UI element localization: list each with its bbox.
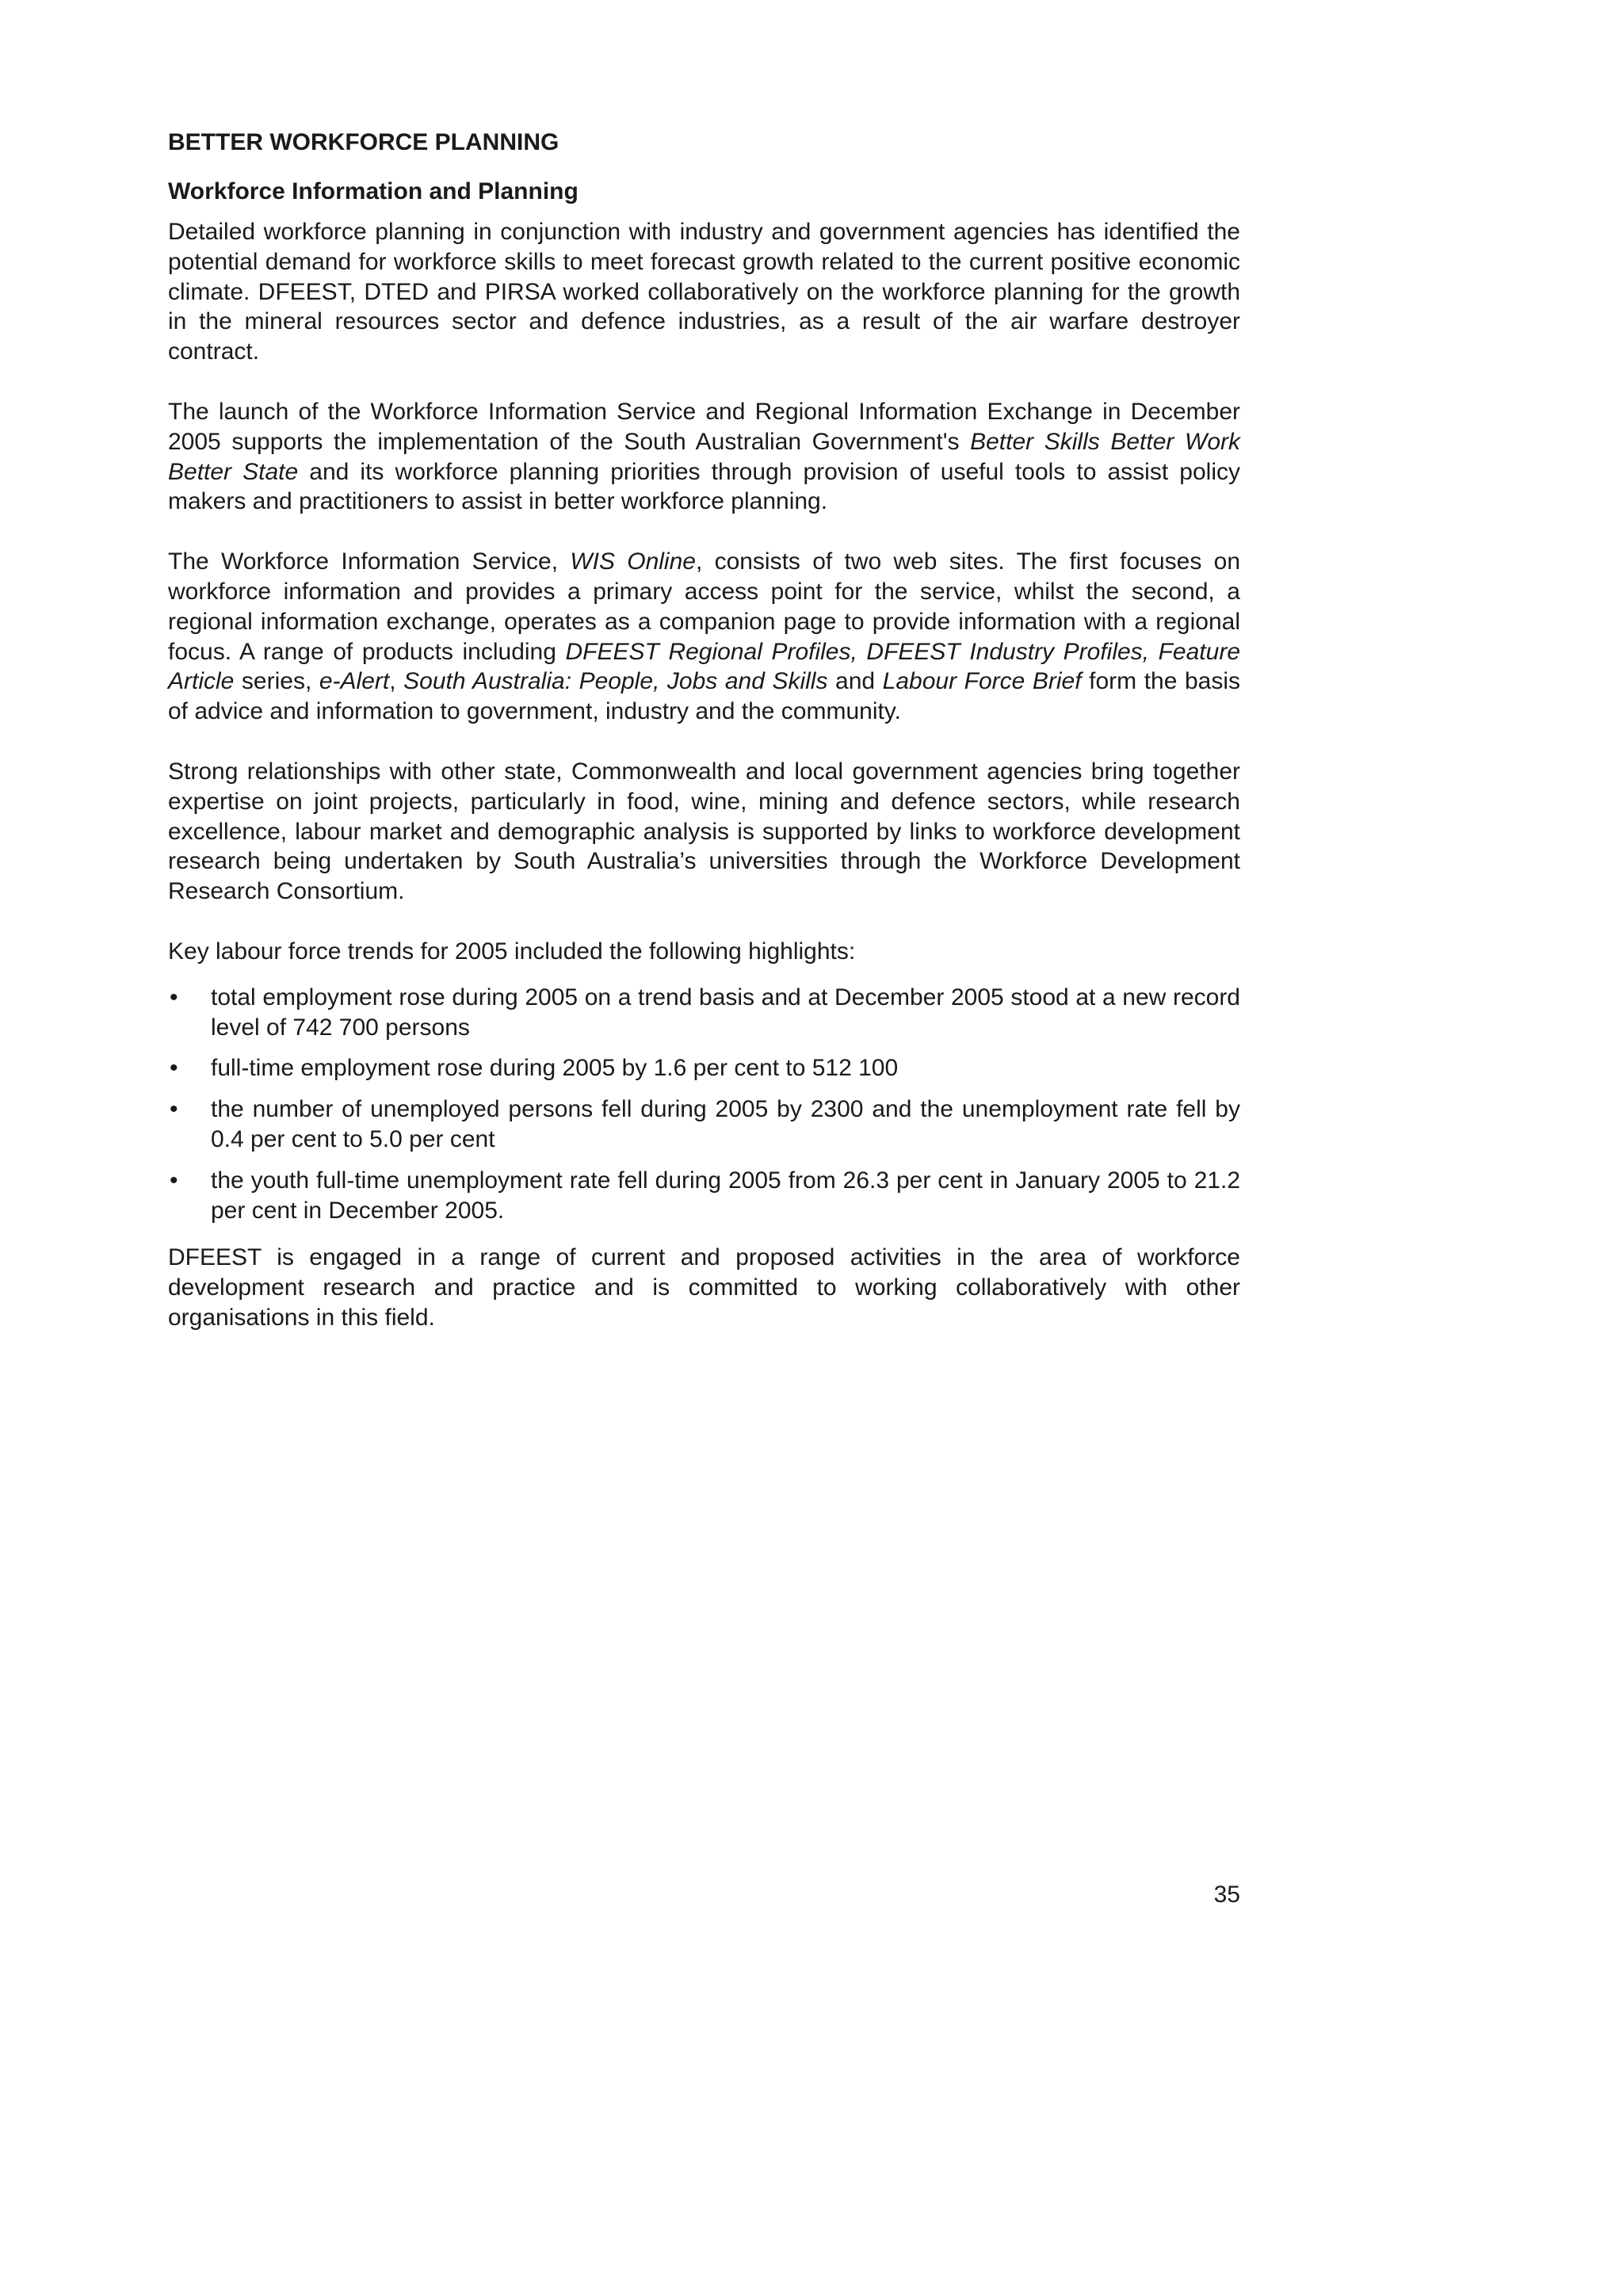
paragraph-1 (168, 217, 1240, 367)
list-item (168, 1095, 1240, 1155)
paragraph-2-run: The launch of the Workforce Information Service and Regional Information Exchange in December 2005 supports the implementation of the South Australian Government's (168, 398, 1240, 455)
list-item-text: the number of unemployed persons fell during 2005 by 2300 and the unemployment rate fell by 0.4 per cent to 5.0 per cent (211, 1096, 1240, 1152)
list-item (168, 983, 1240, 1043)
paragraph-4 (168, 757, 1240, 907)
paragraph-3-run: series, (234, 668, 319, 695)
paragraph-2 (168, 397, 1240, 517)
section-title: BETTER WORKFORCE PLANNING (168, 129, 559, 155)
highlights-list (168, 983, 1240, 1226)
paragraph-4-text: Strong relationships with other state, Commonwealth and local government agencies bring together expertise on joint projects, particularly in food, wine, mining and defence sectors, while research excellence, labour market and demographic analysis is supported by links to workforce development research being undertaken by South Australia’s universities through the Workforce Development Research Consortium. (168, 758, 1240, 905)
bullet-marker: • (170, 1096, 178, 1123)
list-item-text: the youth full-time unemployment rate fell during 2005 from 26.3 per cent in January 2005 to 21.2 per cent in December 2005. (211, 1167, 1240, 1224)
list-item (168, 1166, 1240, 1226)
product-name: South Australia: People, Jobs and Skills (403, 668, 828, 695)
page-number: 35 (1213, 1881, 1240, 1908)
paragraph-1-text: Detailed workforce planning in conjunction with industry and government agencies has identified the potential demand for workforce skills to meet forecast growth related to the current positive economic climate. DFEEST, DTED and PIRSA worked collaboratively on the workforce planning for the growth in the mineral resources sector and defence industries, as a result of the air warfare destroyer contract. (168, 219, 1240, 365)
paragraph-3-run: and (827, 668, 883, 695)
product-names: DFEEST Regional Profiles, DFEEST Industry Profiles, Feature Article (168, 638, 1240, 695)
product-name: Labour Force Brief (882, 668, 1082, 695)
paragraph-3-run: , consists of two web sites. The first focuses on workforce information and provides a primary access point for the service, whilst the second, a regional information exchange, operates as a companion page to provide information with a regional focus. A range of products including (168, 548, 1240, 665)
document-page (168, 125, 1240, 1363)
service-name: WIS Online (570, 548, 696, 575)
closing-paragraph: DFEEST is engaged in a range of current and proposed activities in the area of workforce development research and practice and is committed to working collaboratively with other organisations in this field. (168, 1244, 1240, 1331)
bullet-marker: • (170, 1167, 178, 1194)
list-item-text: total employment rose during 2005 on a trend basis and at December 2005 stood at a new record level of 742 700 persons (211, 984, 1240, 1041)
publication-title: Better Skills Better Work Better State (168, 428, 1240, 485)
subheading: Workforce Information and Planning (168, 178, 579, 204)
bullet-marker: • (170, 984, 178, 1010)
intro-line: Key labour force trends for 2005 included the following highlights: (168, 938, 856, 965)
paragraph-3 (168, 547, 1240, 727)
paragraph-3-run: , (389, 668, 404, 695)
product-name: e-Alert (319, 668, 390, 695)
paragraph-3-run: form the basis of advice and information to government, industry and the community. (168, 668, 1241, 725)
paragraph-2-run: and its workforce planning priorities through provision of useful tools to assist policy makers and practitioners to assist in better workforce planning. (168, 458, 1240, 515)
paragraph-3-run: The Workforce Information Service, (168, 548, 571, 575)
list-item (168, 1053, 1240, 1083)
list-item-text: full-time employment rose during 2005 by 1.6 per cent to 512 100 (211, 1055, 899, 1082)
bullet-marker: • (170, 1055, 178, 1082)
